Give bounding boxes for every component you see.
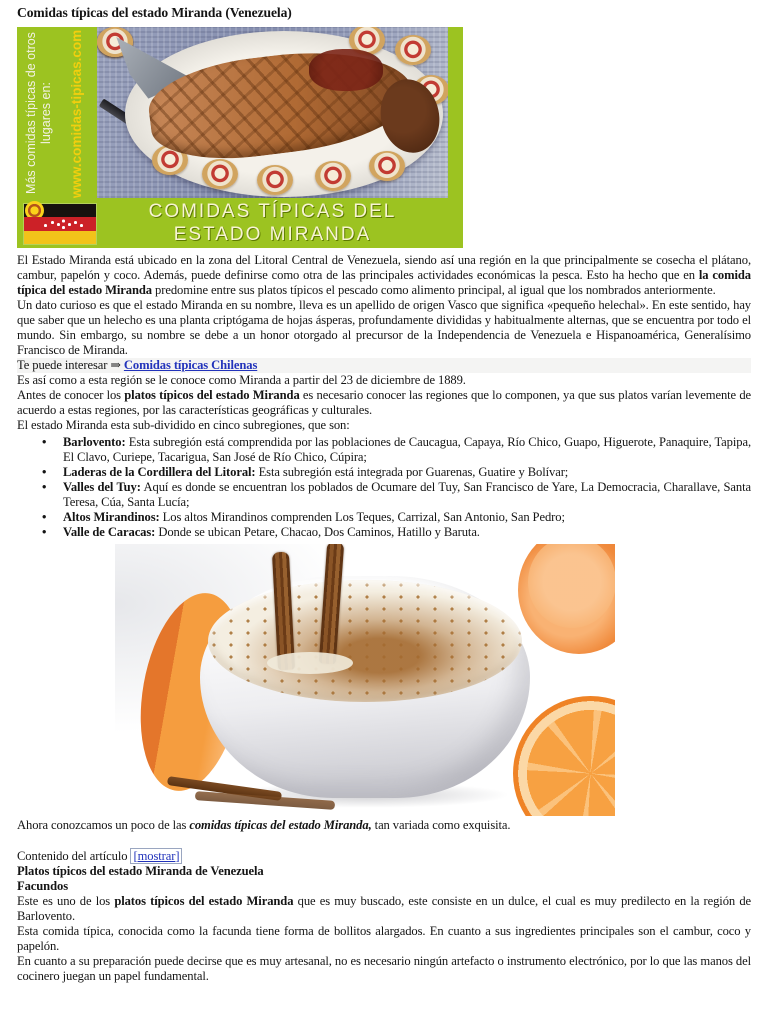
- paragraph-facundos-3: En cuanto a su preparación puede decirse que es muy artesanal, no es necesario ningún artefacto o instrumento electrónico, por lo que las manos del cocinero juegan un papel fundamental.: [17, 954, 751, 983]
- paragraph-facundos-2: Esta comida típica, conocida como la facunda tiene forma de bollitos alargados. En cuanto a sus ingredientes principales son el cambur, coco y papelón.: [17, 924, 751, 953]
- subsection-heading: Facundos: [17, 879, 68, 893]
- banner-side-text: Más comidas típicas de otros lugares en:: [24, 32, 53, 194]
- garnish-shape: [315, 161, 351, 191]
- toc-line: [17, 849, 751, 864]
- list-item: [42, 510, 751, 525]
- paragraph-text: es necesario conocer las regiones que lo componen, ya que sus platos varían levemente de acuerdo a estas regiones, por las características geográficas y culturales.: [17, 388, 752, 417]
- banner-caption: [97, 198, 448, 248]
- bullet-icon: •: [42, 480, 47, 494]
- paragraph-subregions-lead: El estado Miranda esta sub-dividido en cinco subregiones, que son:: [17, 418, 350, 432]
- bullet-icon: •: [42, 510, 47, 524]
- list-item-body: [63, 435, 751, 465]
- toc-label: Contenido del artículo: [17, 849, 131, 863]
- sauce-shape: [309, 49, 383, 91]
- bold-phrase: platos típicos del estado Miranda: [124, 388, 300, 402]
- page-title: Comidas típicas del estado Miranda (Venezuela): [17, 5, 292, 20]
- rice-pudding-photo: [115, 544, 615, 816]
- list-item-body: [63, 510, 751, 525]
- banner-caption-line2: ESTADO MIRANDA: [173, 224, 372, 245]
- stars-icon: [24, 217, 27, 220]
- paragraph-text: predomine entre sus platos típicos el pescado como alimento principal, al igual que los nombrados anteriormente.: [151, 283, 716, 297]
- paragraph-text: Ahora conozcamos un poco de las: [17, 818, 190, 832]
- list-item: [42, 480, 751, 510]
- paragraph-regions-intro: [17, 388, 751, 418]
- banner-caption-line1: COMIDAS TÍPICAS DEL: [148, 201, 397, 222]
- fish-dish-photo: [97, 27, 448, 198]
- subregion-name: Valles del Tuy:: [63, 480, 141, 494]
- bullet-icon: •: [42, 435, 47, 449]
- list-item: [42, 465, 751, 480]
- bracket-open: [: [133, 849, 138, 863]
- bold-phrase: la comida típica del estado Miranda: [17, 268, 751, 297]
- paragraph-text: El Estado Miranda está ubicado en la zona del Litoral Central de Venezuela, siendo así una región en la que principalmente se cosecha el plátano, cambur, papelón y coco. Además, puede definirse como otra de las principales actividades económicas la pesca. Esto ha hecho que en: [17, 253, 751, 282]
- orange-half-shape: [513, 696, 615, 816]
- paragraph-intro-1: [17, 253, 751, 298]
- list-item: [42, 435, 751, 465]
- subregion-name: Barlovento:: [63, 435, 126, 449]
- banner-side-url: www.comidas-tipicas.com: [69, 29, 84, 199]
- link-comidas-chilenas[interactable]: Comidas típicas Chilenas: [123, 358, 258, 372]
- miranda-flag: [24, 204, 96, 244]
- header-banner-image: [17, 27, 463, 248]
- subregion-desc: Donde se ubican Petare, Chacao, Dos Caminos, Hatillo y Baruta.: [158, 525, 480, 539]
- paragraph-transition: [17, 818, 751, 833]
- bold-phrase: platos típicos del estado Miranda: [114, 894, 294, 908]
- bullet-icon: •: [42, 465, 47, 479]
- section-heading: Platos típicos del estado Miranda de Venezuela: [17, 864, 264, 878]
- list-item-body: [63, 465, 751, 480]
- bold-italic-phrase: comidas típicas del estado Miranda,: [189, 818, 372, 832]
- subregion-desc: Esta subregión está integrada por Guarenas, Guatire y Bolívar;: [258, 465, 569, 479]
- flag-red-stripe: [24, 217, 96, 231]
- toc-toggle-box: [130, 848, 182, 864]
- related-link-line: [17, 358, 751, 373]
- related-link-label: Te puede interesar: [17, 358, 111, 372]
- garnish-shape: [202, 159, 238, 189]
- garnish-shape: [257, 165, 293, 195]
- toc-show-link[interactable]: mostrar: [137, 849, 176, 863]
- paragraph-text: Antes de conocer los: [17, 388, 125, 402]
- garnish-shape: [395, 35, 431, 65]
- pudding-mound-shape: [267, 652, 353, 674]
- subregions-list: [17, 435, 751, 540]
- paragraph-intro-2: Un dato curioso es que el estado Miranda en su nombre, lleva es un apellido de origen Vasco que significa «pequeño helechal». En este sentido, hay que saber que un helecho es una planta criptógama de hojas ásperas, profundamente divididas y habitualmente alternas, que se encuentra por todo el mundo. Sin embargo, su nombre se debe a un honor otorgado al precursor de la Independencia de Venezuela e Hispanoamérica, Generalísimo Francisco de Miranda.: [17, 298, 751, 357]
- pudding-shape: [208, 580, 522, 702]
- subregion-name: Laderas de la Cordillera del Litoral:: [63, 465, 256, 479]
- bracket-close: ]: [175, 849, 180, 863]
- subregion-name: Valle de Caracas:: [63, 525, 156, 539]
- arrow-right-icon: ⇒: [110, 358, 124, 372]
- orange-cut-face-shape: [528, 544, 615, 628]
- list-item-body: [63, 480, 751, 510]
- paragraph-history: Es así como a esta región se le conoce como Miranda a partir del 23 de diciembre de 1889.: [17, 373, 466, 387]
- paragraph-text: Este es uno de los: [17, 894, 115, 908]
- subregion-desc: Esta subregión está comprendida por las poblaciones de Caucagua, Capaya, Río Chico, Guapo, Higuerote, Panaquire, Tapipa, El Clavo, Curiepe, Tacarigua, San José de Río Chico, Cúpira;: [63, 435, 751, 464]
- paragraph-text: que es muy buscado, este consiste en un dulce, el cual es muy predilecto en la región de Barlovento.: [17, 894, 752, 923]
- flag-yellow-stripe: [24, 231, 96, 244]
- subregion-name: Altos Mirandinos:: [63, 510, 160, 524]
- subregion-desc: Aquí es donde se encuentran los poblados de Ocumare del Tuy, San Francisco de Yare, La Democracia, Charallave, Santa Teresa, Cúa, Santa Lucía;: [63, 480, 752, 509]
- list-item-body: [63, 525, 751, 540]
- list-item: [42, 525, 751, 540]
- paragraph-facundos-1: [17, 894, 751, 924]
- subregion-desc: Los altos Mirandinos comprenden Los Teques, Carrizal, San Antonio, San Pedro;: [162, 510, 565, 524]
- garnish-shape: [369, 151, 405, 181]
- paragraph-text: tan variada como exquisita.: [371, 818, 511, 832]
- flag-black-stripe: [24, 204, 96, 217]
- bullet-icon: •: [42, 525, 47, 539]
